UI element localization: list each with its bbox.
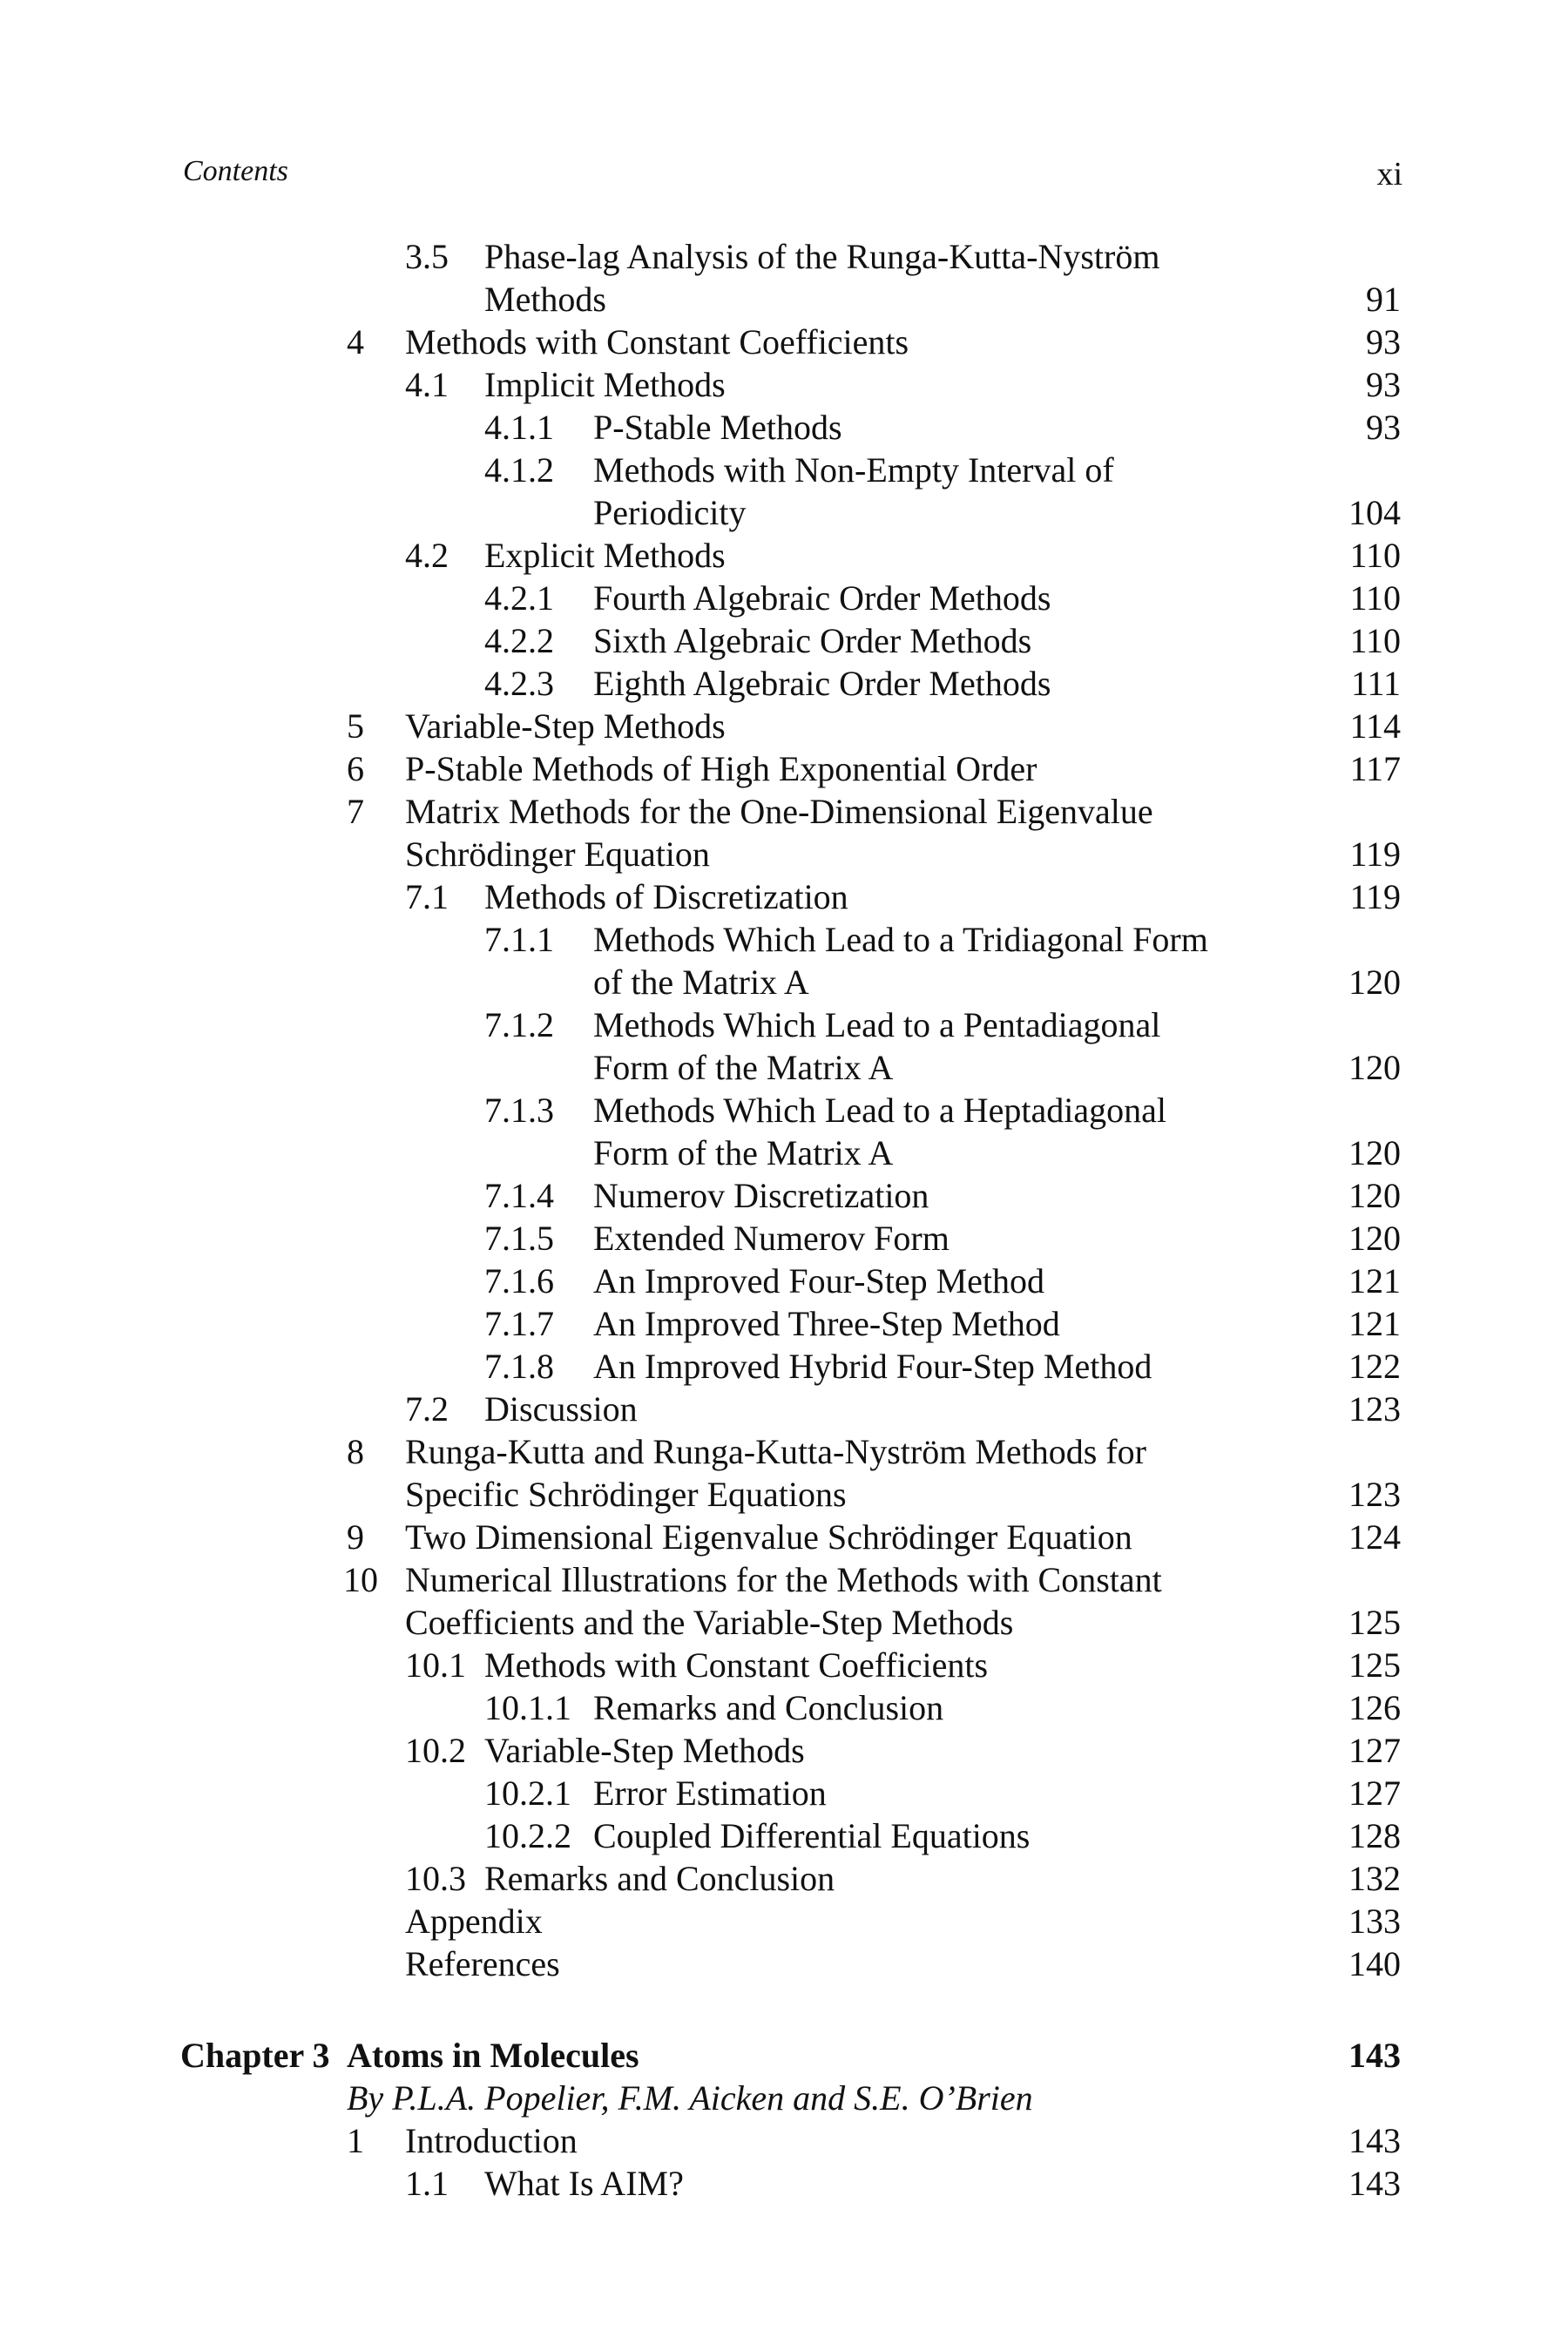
toc-entry-title: Methods with Constant Coefficients xyxy=(484,1645,989,1685)
toc-entry-title: An Improved Four-Step Method xyxy=(593,1261,1045,1300)
toc-entry-number: 10.2 xyxy=(405,1731,466,1770)
toc-entry-title: Coupled Differential Equations xyxy=(593,1816,1031,1855)
chapter-title: Atoms in Molecules xyxy=(347,2036,639,2075)
toc-entry-number: 4.2 xyxy=(405,536,449,575)
toc-entry xyxy=(0,747,1568,791)
toc-entry-page: 132 xyxy=(1348,1859,1401,1898)
toc-entry-number: 7.2 xyxy=(405,1389,449,1429)
toc-entry-page: 127 xyxy=(1348,1731,1401,1770)
toc-entry-page: 91 xyxy=(1366,280,1401,319)
toc-entry xyxy=(0,321,1568,364)
toc-entry-title: Form of the Matrix A xyxy=(593,1133,894,1172)
toc-entry-title: P-Stable Methods of High Exponential Order xyxy=(405,749,1037,788)
toc-entry xyxy=(0,619,1568,663)
chapter-authors xyxy=(0,2077,1568,2120)
toc-entry-number: 1 xyxy=(347,2121,364,2160)
toc-entry-number: 7.1.5 xyxy=(484,1219,554,1258)
toc-entry xyxy=(0,2162,1568,2206)
toc-entry-page: 121 xyxy=(1348,1304,1401,1343)
page-number-roman: xi xyxy=(1376,156,1402,193)
toc-entry xyxy=(0,1644,1568,1687)
toc-entry-number: 8 xyxy=(347,1432,364,1471)
toc-entry-title: Two Dimensional Eigenvalue Schrödinger Equation xyxy=(405,1517,1132,1557)
toc-entry-page: 120 xyxy=(1348,1048,1401,1087)
toc-entry-number: 7 xyxy=(347,792,364,831)
toc-entry xyxy=(0,1260,1568,1303)
toc-entry xyxy=(0,1089,1568,1132)
toc-entry xyxy=(0,1388,1568,1431)
toc-entry-title: P-Stable Methods xyxy=(593,408,842,447)
toc-entry-title: Numerical Illustrations for the Methods with Constant xyxy=(405,1560,1162,1599)
toc-entry xyxy=(0,1473,1568,1517)
toc-entry-number: 1.1 xyxy=(405,2164,449,2203)
toc-entry xyxy=(0,705,1568,748)
toc-entry-title: An Improved Three-Step Method xyxy=(593,1304,1060,1343)
toc-entry-number: 6 xyxy=(347,749,364,788)
toc-entry xyxy=(0,1558,1568,1602)
toc-entry xyxy=(0,235,1568,279)
toc-entry xyxy=(0,918,1568,962)
toc-entry xyxy=(0,790,1568,834)
toc-entry xyxy=(0,2119,1568,2163)
toc-entry-number: 4.1 xyxy=(405,365,449,404)
chapter-authors-text: By P.L.A. Popelier, F.M. Aicken and S.E. O’Brien xyxy=(347,2078,1033,2118)
toc-entry xyxy=(0,1345,1568,1388)
chapter-heading xyxy=(0,2034,1568,2077)
toc-entry xyxy=(0,1003,1568,1047)
toc-entry-title: Variable-Step Methods xyxy=(484,1731,805,1770)
toc-entry-number: 10.2.2 xyxy=(484,1816,571,1855)
toc-entry-page: 140 xyxy=(1348,1944,1401,1983)
toc-entry xyxy=(0,1686,1568,1730)
toc-entry-title: Fourth Algebraic Order Methods xyxy=(593,578,1051,618)
toc-entry xyxy=(0,577,1568,620)
toc-entry-page: 125 xyxy=(1348,1603,1401,1642)
toc-entry-title: Numerov Discretization xyxy=(593,1176,929,1215)
toc-entry-title: of the Matrix A xyxy=(593,963,809,1002)
toc-entry xyxy=(0,449,1568,492)
toc-entry-number: 9 xyxy=(347,1517,364,1557)
toc-entry-number: 7.1.4 xyxy=(484,1176,554,1215)
toc-entry-page: 111 xyxy=(1350,664,1401,703)
toc-entry-number: 7.1.2 xyxy=(484,1005,554,1044)
toc-entry-number: 4.2.3 xyxy=(484,664,554,703)
toc-entry-number: 10.3 xyxy=(405,1859,466,1898)
toc-entry-number: 7.1.6 xyxy=(484,1261,554,1300)
toc-entry-number: 4.1.1 xyxy=(484,408,554,447)
toc-entry-title: Sixth Algebraic Order Methods xyxy=(593,621,1032,660)
toc-entry-page: 110 xyxy=(1349,578,1401,618)
toc-entry-title: Appendix xyxy=(405,1902,543,1941)
toc-entry xyxy=(0,1729,1568,1773)
toc-entry xyxy=(0,1132,1568,1175)
toc-entry-title: What Is AIM? xyxy=(484,2164,684,2203)
toc-entry xyxy=(0,534,1568,578)
toc-entry-page: 133 xyxy=(1348,1902,1401,1941)
toc-entry-page: 93 xyxy=(1366,322,1401,361)
toc-entry-page: 120 xyxy=(1348,1133,1401,1172)
toc-entry-number: 10.1.1 xyxy=(484,1688,571,1727)
toc-entry-title: Remarks and Conclusion xyxy=(484,1859,835,1898)
toc-entry-page: 143 xyxy=(1348,2121,1401,2160)
toc-entry-title: Periodicity xyxy=(593,493,747,532)
toc-entry-page: 121 xyxy=(1348,1261,1401,1300)
toc-entry-page: 114 xyxy=(1349,706,1401,746)
toc-entry-number: 7.1.3 xyxy=(484,1091,554,1130)
chapter-page: 143 xyxy=(1348,2036,1401,2075)
toc-entry-number: 10 xyxy=(343,1560,378,1599)
toc-entry-title: Methods of Discretization xyxy=(484,877,848,916)
toc-entry-number: 3.5 xyxy=(405,237,449,276)
toc-entry-title: Methods Which Lead to a Tridiagonal Form xyxy=(593,920,1208,959)
toc-entry-title: Methods with Constant Coefficients xyxy=(405,322,909,361)
toc-entry xyxy=(0,875,1568,919)
toc-entry-page: 128 xyxy=(1348,1816,1401,1855)
toc-entry-number: 10.1 xyxy=(405,1645,466,1685)
toc-entry-title: Discussion xyxy=(484,1389,638,1429)
toc-entry xyxy=(0,1174,1568,1218)
toc-entry-page: 93 xyxy=(1366,365,1401,404)
toc-entry xyxy=(0,1942,1568,1986)
toc-entry-number: 4.2.2 xyxy=(484,621,554,660)
toc-entry xyxy=(0,961,1568,1004)
toc-entry-page: 120 xyxy=(1348,1176,1401,1215)
toc-entry xyxy=(0,491,1568,535)
toc-entry-title: Phase-lag Analysis of the Runga-Kutta-Nyström xyxy=(484,237,1160,276)
toc-entry-number: 4.2.1 xyxy=(484,578,554,618)
toc-entry-page: 127 xyxy=(1348,1773,1401,1813)
toc-entry xyxy=(0,1900,1568,1943)
toc-entry-page: 120 xyxy=(1348,963,1401,1002)
toc-entry-number: 7.1.7 xyxy=(484,1304,554,1343)
toc-entry-title: Methods with Non-Empty Interval of xyxy=(593,450,1114,490)
toc-entry xyxy=(0,662,1568,706)
toc-entry-number: 7.1 xyxy=(405,877,449,916)
toc-entry-page: 93 xyxy=(1366,408,1401,447)
toc-entry-number: 4 xyxy=(347,322,364,361)
toc-entry xyxy=(0,1601,1568,1645)
toc-entry-page: 123 xyxy=(1348,1475,1401,1514)
toc-entry-page: 123 xyxy=(1348,1389,1401,1429)
toc-entry-page: 117 xyxy=(1349,749,1401,788)
toc-entry-title: Runga-Kutta and Runga-Kutta-Nyström Methods for xyxy=(405,1432,1146,1471)
toc-entry-title: Error Estimation xyxy=(593,1773,827,1813)
toc-entry-page: 125 xyxy=(1348,1645,1401,1685)
toc-entry-title: Matrix Methods for the One-Dimensional Eigenvalue xyxy=(405,792,1153,831)
toc-entry-title: An Improved Hybrid Four-Step Method xyxy=(593,1347,1152,1386)
toc-entry-title: Explicit Methods xyxy=(484,536,726,575)
toc-entry-number: 7.1.8 xyxy=(484,1347,554,1386)
toc-entry xyxy=(0,1857,1568,1901)
toc-entry-title: Remarks and Conclusion xyxy=(593,1688,944,1727)
toc-entry-title: Introduction xyxy=(405,2121,578,2160)
toc-entry xyxy=(0,1046,1568,1090)
toc-entry-title: Coefficients and the Variable-Step Methods xyxy=(405,1603,1014,1642)
toc-entry-title: Eighth Algebraic Order Methods xyxy=(593,664,1051,703)
toc-entry-number: 7.1.1 xyxy=(484,920,554,959)
toc-entry xyxy=(0,1217,1568,1260)
toc-entry-title: Form of the Matrix A xyxy=(593,1048,894,1087)
toc-entry-page: 119 xyxy=(1349,877,1401,916)
toc-entry-page: 104 xyxy=(1348,493,1401,532)
toc-entry xyxy=(0,1814,1568,1858)
toc-entry-page: 126 xyxy=(1348,1688,1401,1727)
toc-entry xyxy=(0,406,1568,449)
toc-entry-number: 4.1.2 xyxy=(484,450,554,490)
toc-entry-page: 120 xyxy=(1348,1219,1401,1258)
toc-entry xyxy=(0,1772,1568,1815)
toc-entry xyxy=(0,1430,1568,1474)
toc-entry xyxy=(0,833,1568,876)
toc-entry xyxy=(0,1302,1568,1346)
toc-entry-title: Extended Numerov Form xyxy=(593,1219,950,1258)
toc-entry xyxy=(0,363,1568,407)
toc-entry-page: 119 xyxy=(1349,834,1401,874)
toc-entry-page: 124 xyxy=(1348,1517,1401,1557)
toc-entry-page: 122 xyxy=(1348,1347,1401,1386)
toc-entry-page: 110 xyxy=(1349,621,1401,660)
toc-entry-number: 5 xyxy=(347,706,364,746)
toc-entry-number: 10.2.1 xyxy=(484,1773,571,1813)
toc-entry-title: Methods xyxy=(484,280,606,319)
toc-entry xyxy=(0,278,1568,321)
toc-entry xyxy=(0,1516,1568,1559)
toc-entry-title: Schrödinger Equation xyxy=(405,834,710,874)
toc-entry-title: Methods Which Lead to a Pentadiagonal xyxy=(593,1005,1161,1044)
chapter-label: Chapter 3 xyxy=(180,2036,330,2075)
toc-entry-title: Specific Schrödinger Equations xyxy=(405,1475,847,1514)
toc-entry-title: Methods Which Lead to a Heptadiagonal xyxy=(593,1091,1166,1130)
running-header-title: Contents xyxy=(183,155,288,187)
toc-entry-title: Implicit Methods xyxy=(484,365,726,404)
toc-entry-title: Variable-Step Methods xyxy=(405,706,726,746)
toc-entry-page: 110 xyxy=(1349,536,1401,575)
toc-entry-title: References xyxy=(405,1944,560,1983)
toc-entry-page: 143 xyxy=(1348,2164,1401,2203)
